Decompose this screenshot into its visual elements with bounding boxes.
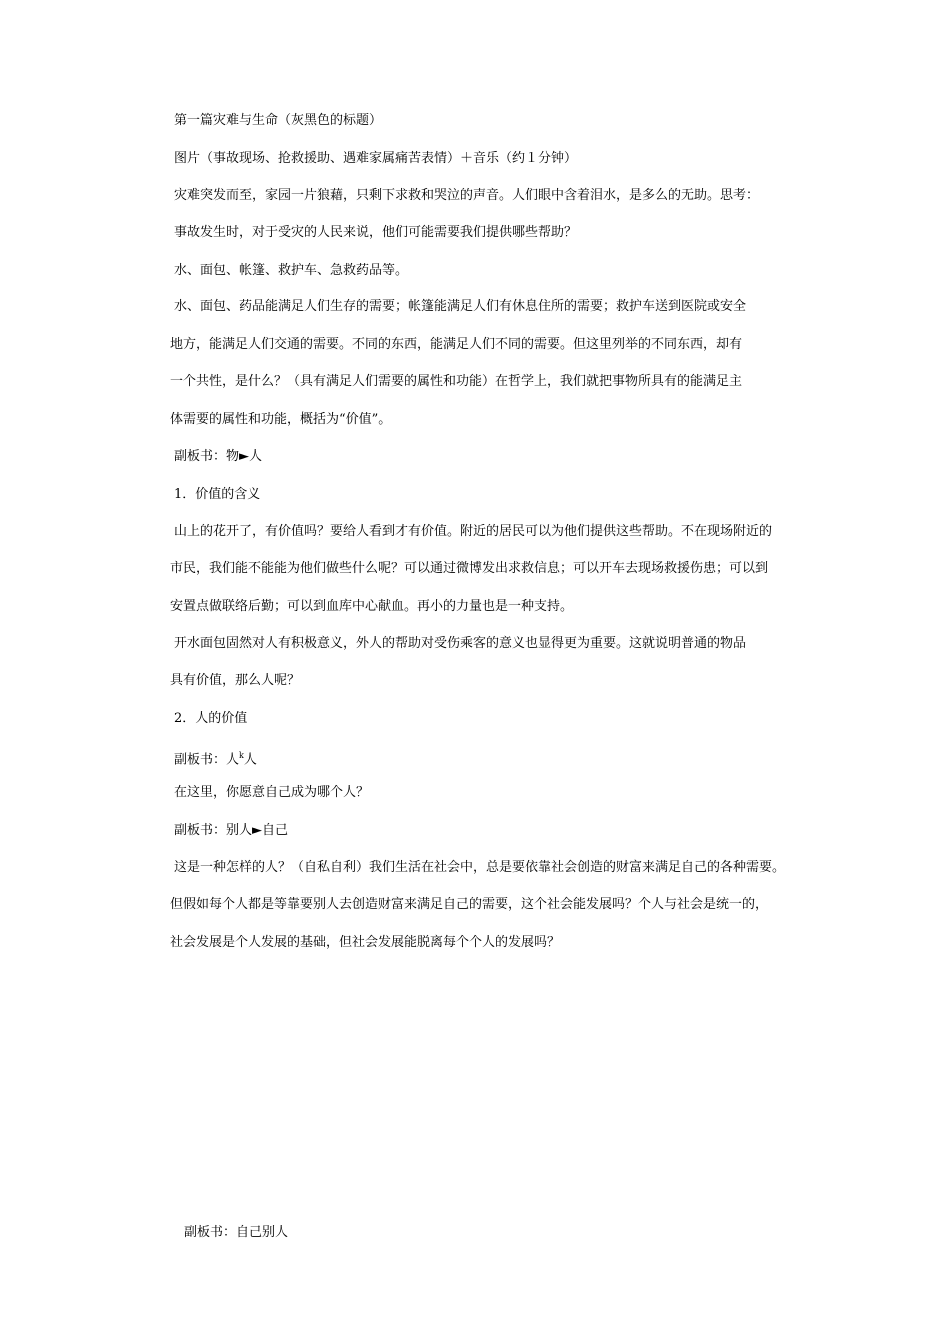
paragraph-line: 地方，能满足人们交通的需要。不同的东西，能满足人们不同的需要。但这里列举的不同东西，却有 xyxy=(170,337,743,352)
paragraph-line: 但假如每个人都是等靠要别人去创造财富来满足自己的需要，这个社会能发展吗？个人与社会是统一的， xyxy=(170,897,769,912)
paragraph-line: 山上的花开了，有价值吗？要给人看到才有价值。附近的居民可以为他们提供这些帮助。不在现场附近的 xyxy=(174,524,773,539)
paragraph-line: 在这里，你愿意自己成为哪个人？ xyxy=(174,785,370,800)
footer-board-note: 副板书：自己别人 xyxy=(184,1225,289,1240)
board-note-text: 人 xyxy=(243,752,257,768)
paragraph-line: 安置点做联络后勤；可以到血库中心献血。再小的力量也是一种支持。 xyxy=(170,599,574,614)
paragraph-line: 这是一种怎样的人？（自私自利）我们生活在社会中，总是要依靠社会创造的财富来满足自己的各种需要。 xyxy=(174,860,786,875)
board-note-text: 副板书：人 xyxy=(174,752,240,768)
paragraph-line: 事故发生时，对于受灾的人民来说，他们可能需要我们提供哪些帮助？ xyxy=(174,225,578,240)
paragraph-line: 水、面包、帐篷、救护车、急救药品等。 xyxy=(174,263,409,278)
section-heading: 1．价值的含义 xyxy=(174,487,261,502)
paragraph-line: 灾难突发而至，家园一片狼藉，只剩下求救和哭泣的声音。人们眼中含着泪水，是多么的无助。思考： xyxy=(174,188,760,203)
paragraph-line: 具有价值，那么人呢？ xyxy=(170,673,301,688)
paragraph-line: 社会发展是个人发展的基础，但社会发展能脱离每个个人的发展吗？ xyxy=(170,935,561,950)
board-note xyxy=(174,747,257,769)
superscript-mark: k xyxy=(239,751,244,760)
paragraph-line: 市民，我们能不能能为他们做些什么呢？可以通过微博发出求救信息；可以开车去现场救援伤患；可以到 xyxy=(170,561,769,576)
paragraph-line: 图片（事故现场、抢救援助、遇难家属痛苦表情）＋音乐（约１分钟） xyxy=(174,151,578,166)
board-note: 副板书：别人►自己 xyxy=(174,823,288,838)
board-note: 副板书：物►人 xyxy=(174,449,262,464)
section-title: 第一篇灾难与生命（灰黑色的标题） xyxy=(174,113,383,128)
section-heading: 2．人的价值 xyxy=(174,711,248,726)
paragraph-line: 一个共性，是什么？（具有满足人们需要的属性和功能）在哲学上，我们就把事物所具有的能满足主 xyxy=(170,374,743,389)
paragraph-line: 体需要的属性和功能，概括为“价值”。 xyxy=(170,412,392,427)
paragraph-line: 开水面包固然对人有积极意义，外人的帮助对受伤乘客的意义也显得更为重要。这就说明普通的物品 xyxy=(174,636,747,651)
paragraph-line: 水、面包、药品能满足人们生存的需要；帐篷能满足人们有休息住所的需要；救护车送到医院或安全 xyxy=(174,299,747,314)
